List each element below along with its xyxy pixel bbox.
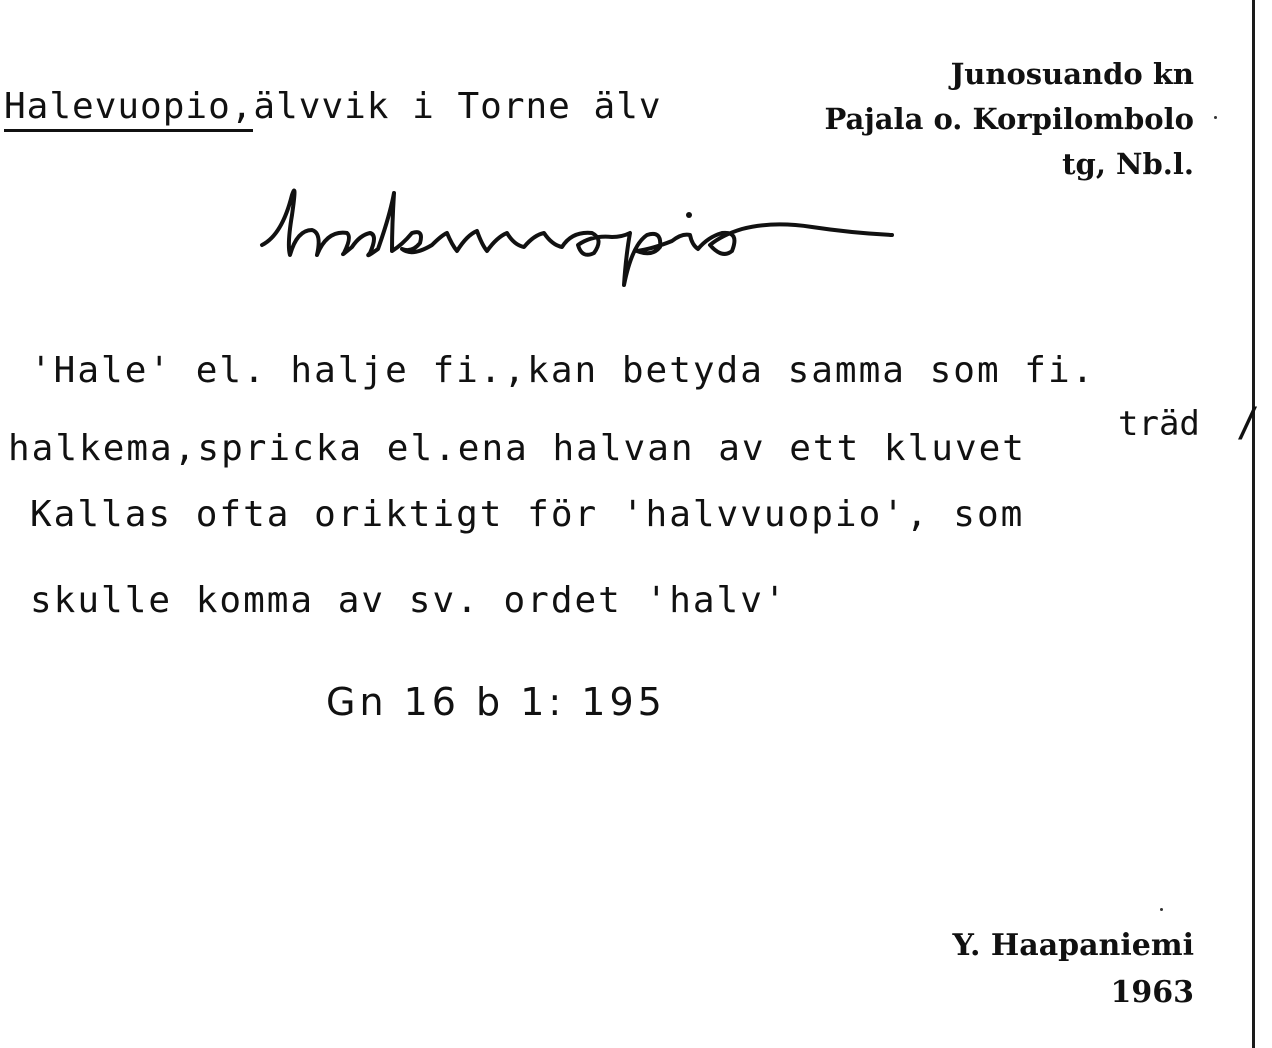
insertion-slash: / — [1236, 400, 1261, 446]
headword-description: älvvik i Torne älv — [253, 86, 662, 127]
headword: Halevuopio, — [4, 86, 253, 132]
speck — [1160, 908, 1163, 911]
body-line-4: skulle komma av sv. ordet 'halv' — [30, 580, 788, 621]
collector-name: Y. Haapaniemi — [952, 928, 1194, 963]
body-line-1: 'Hale' el. halje fi.,kan betyda samma som fi. — [30, 350, 1096, 391]
headword-line — [4, 86, 662, 127]
place-line-3: tg, Nb.l. — [1062, 147, 1194, 181]
archive-reference: Gn 16 b 1: 195 — [326, 680, 666, 724]
handwritten-pronunciation — [252, 175, 932, 305]
place-line-2: Pajala o. Korpilombolo — [824, 102, 1194, 136]
collector-block — [794, 922, 1194, 1016]
speck — [1214, 116, 1217, 119]
place-block — [734, 52, 1194, 187]
collector-year: 1963 — [1110, 975, 1194, 1010]
card-edge-line — [1252, 0, 1255, 1048]
body-insertion: träd — [1118, 404, 1200, 444]
place-line-1: Junosuando kn — [950, 57, 1194, 91]
body-line-3: Kallas ofta oriktigt för 'halvvuopio', som — [30, 494, 1025, 535]
body-line-2: halkema,spricka el.ena halvan av ett kluvet — [8, 428, 1026, 469]
